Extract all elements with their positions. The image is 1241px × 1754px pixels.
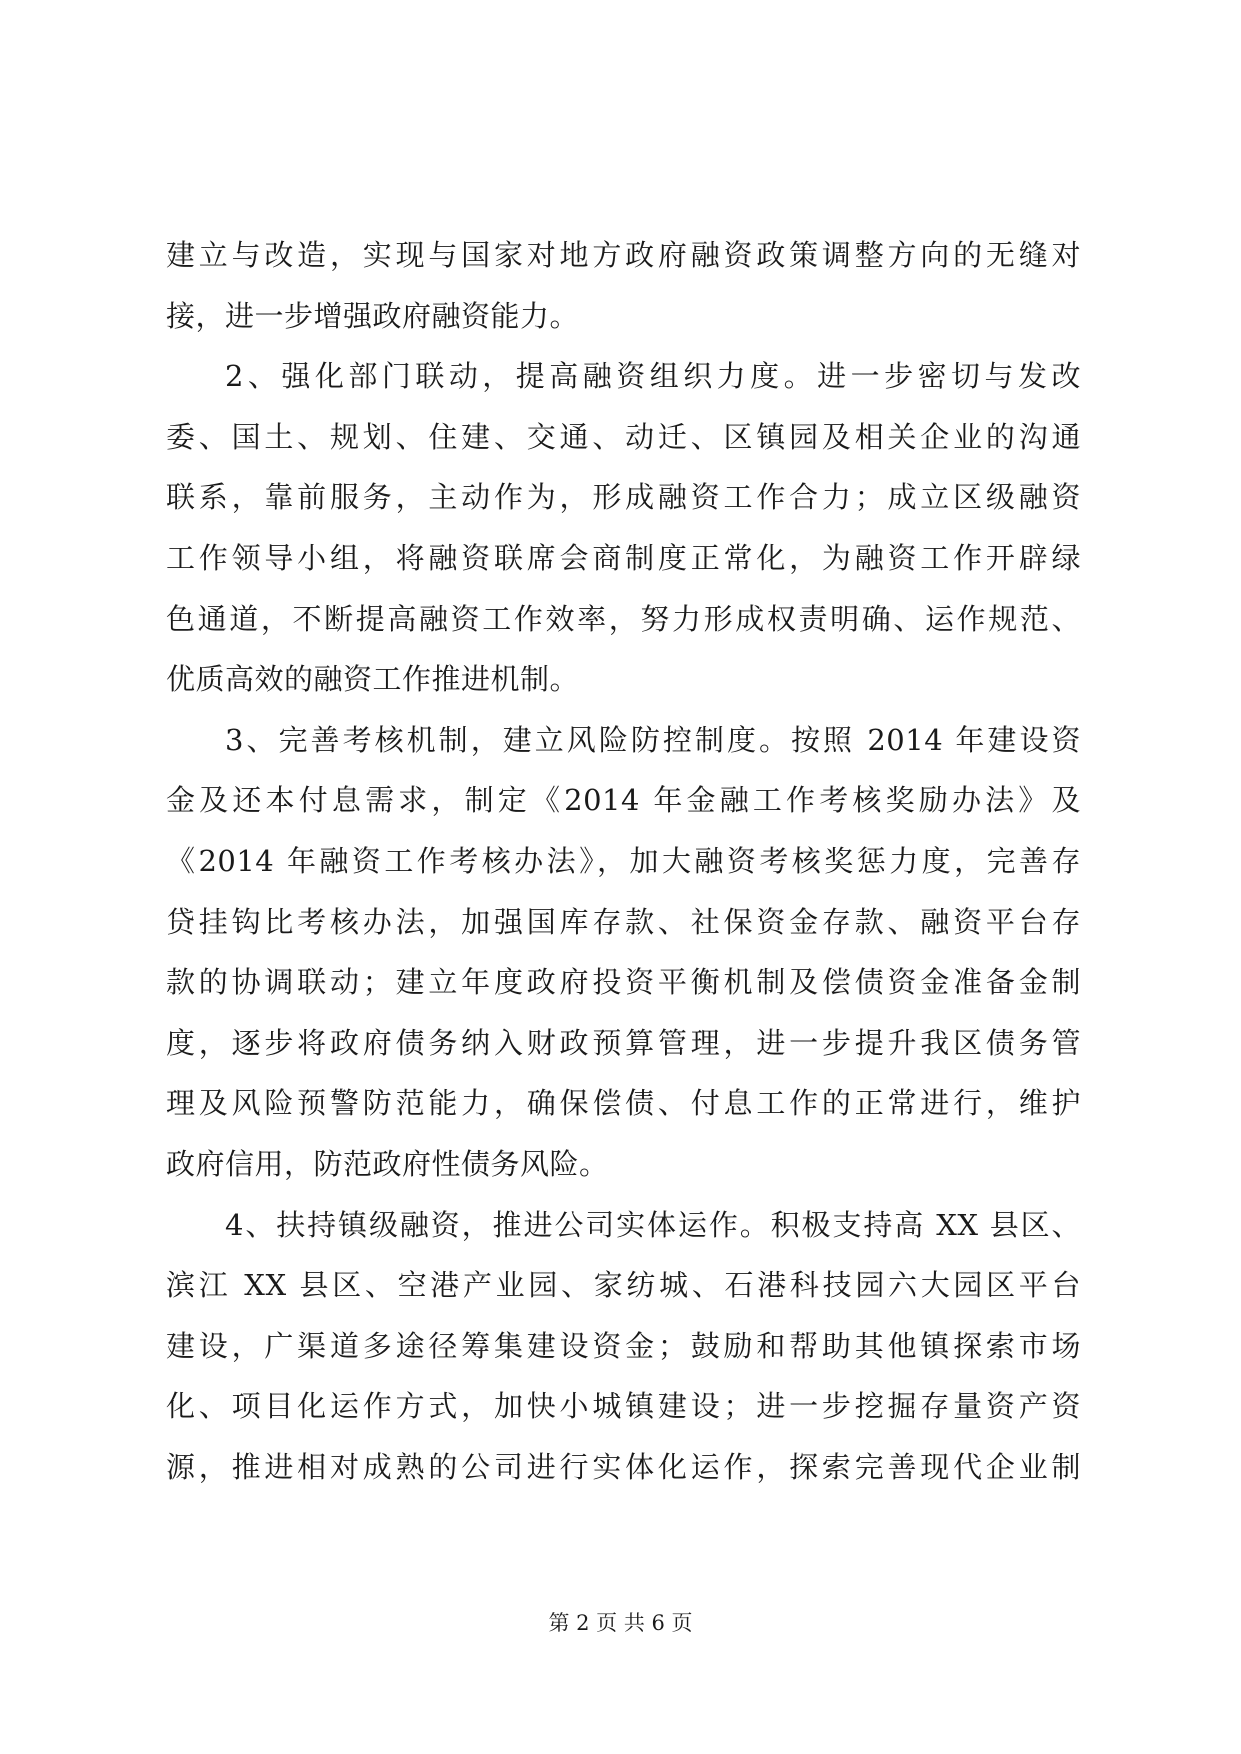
paragraph-heading-line: 2、强化部门联动，提高融资组织力度。进一步密切与发改 xyxy=(225,359,1081,394)
text-line: 接，进一步增强政府融资能力。 xyxy=(166,298,580,333)
text-line: 建设，广渠道多途径筹集建设资金；鼓励和帮助其他镇探索市场 xyxy=(166,1328,1081,1363)
text-line: 理及风险预警防范能力，确保偿债、付息工作的正常进行，维护 xyxy=(166,1086,1081,1121)
text-line: 建立与改造，实现与国家对地方政府融资政策调整方向的无缝对 xyxy=(166,238,1081,272)
text-line: 《2014 年融资工作考核办法》，加大融资考核奖惩力度，完善存 xyxy=(166,843,1081,878)
text-line: 金及还本付息需求，制定《2014 年金融工作考核奖励办法》及 xyxy=(166,783,1081,818)
text-line: 政府信用，防范政府性债务风险。 xyxy=(166,1146,609,1181)
text-line: 滨江 XX 县区、空港产业园、家纺城、石港科技园六大园区平台 xyxy=(166,1268,1081,1303)
text-line: 优质高效的融资工作推进机制。 xyxy=(166,662,580,697)
text-line: 化、项目化运作方式，加快小城镇建设；进一步挖掘存量资产资 xyxy=(166,1389,1081,1424)
paragraph-heading-line: 3、完善考核机制，建立风险防控制度。按照 2014 年建设资 xyxy=(225,722,1081,757)
text-line: 度，逐步将政府债务纳入财政预算管理，进一步提升我区债务管 xyxy=(166,1025,1081,1060)
document-body xyxy=(166,225,1081,1497)
text-line: 色通道，不断提高融资工作效率，努力形成权责明确、运作规范、 xyxy=(166,601,1081,636)
text-line: 委、国土、规划、住建、交通、动迁、区镇园及相关企业的沟通 xyxy=(166,419,1081,454)
page-number-footer: 第 2 页 共 6 页 xyxy=(548,1611,693,1635)
text-line: 源，推进相对成熟的公司进行实体化运作，探索完善现代企业制 xyxy=(166,1449,1081,1484)
text-line: 贷挂钩比考核办法，加强国库存款、社保资金存款、融资平台存 xyxy=(166,904,1081,939)
paragraph-heading-line: 4、扶持镇级融资，推进公司实体运作。积极支持高 XX 县区、 xyxy=(225,1207,1081,1242)
text-line: 工作领导小组，将融资联席会商制度正常化，为融资工作开辟绿 xyxy=(166,540,1081,575)
text-line: 联系，靠前服务，主动作为，形成融资工作合力；成立区级融资 xyxy=(166,480,1081,515)
text-line: 款的协调联动；建立年度政府投资平衡机制及偿债资金准备金制 xyxy=(166,965,1081,1000)
